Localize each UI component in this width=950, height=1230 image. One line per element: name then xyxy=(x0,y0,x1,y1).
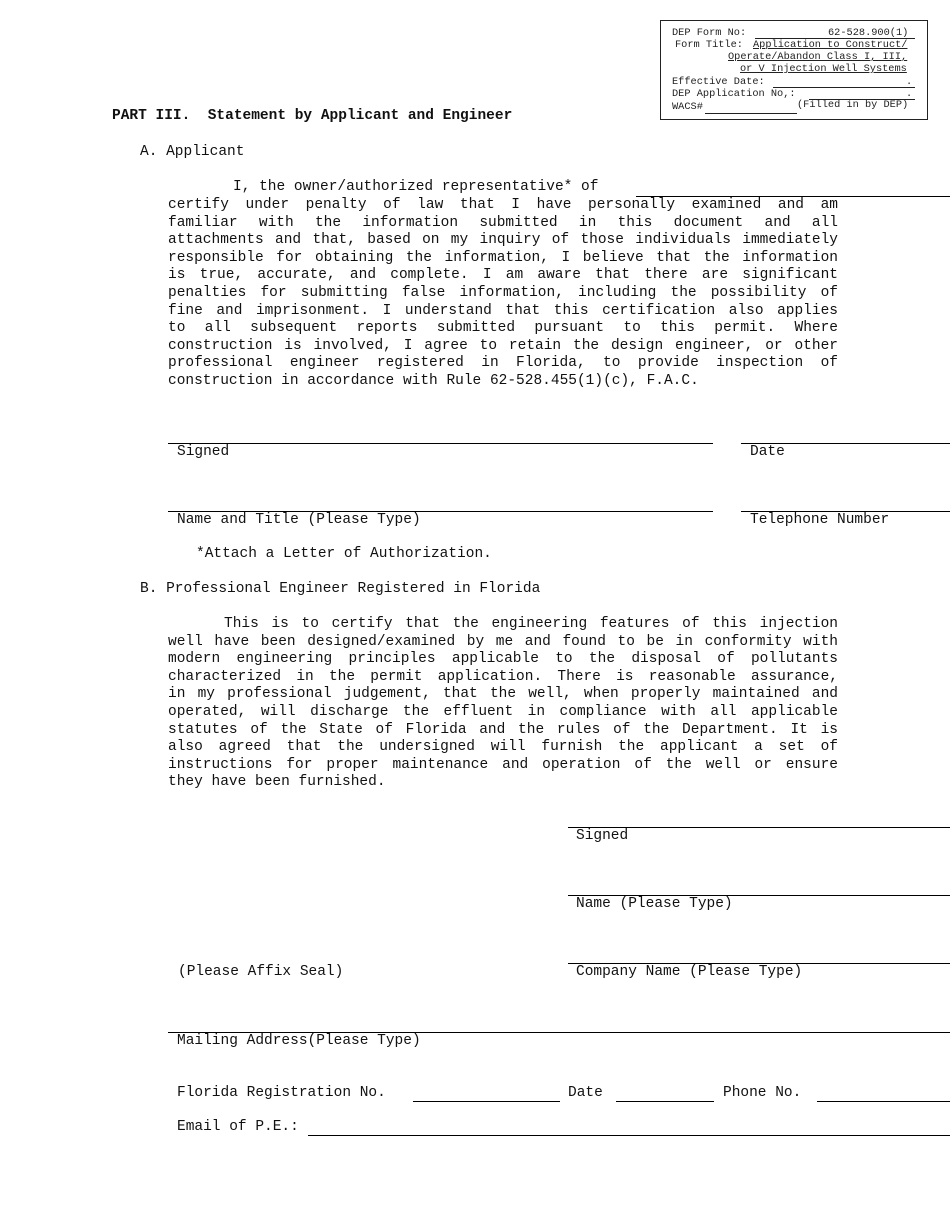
mailing-address-label: Mailing Address(Please Type) xyxy=(177,1033,421,1049)
applicant-signature-field[interactable] xyxy=(168,443,713,444)
email-label: Email of P.E.: xyxy=(177,1119,299,1135)
form-title-line-2: Operate/Abandon Class I, III, xyxy=(728,51,908,63)
phone-no-label: Phone No. xyxy=(723,1085,802,1101)
registration-date-field[interactable] xyxy=(616,1101,714,1102)
engineer-signed-label: Signed xyxy=(576,828,629,844)
registration-no-label: Florida Registration No. xyxy=(177,1085,386,1101)
paragraph-line: fine and imprisonment. I understand that this certification also applies xyxy=(168,302,838,319)
engineer-name-label: Name (Please Type) xyxy=(576,896,733,912)
paragraph-line: characterized in the permit application. There is reasonable assurance, xyxy=(168,668,838,685)
applicant-date-label: Date xyxy=(750,444,785,460)
email-field[interactable] xyxy=(308,1135,950,1136)
filled-by-dep-note: (Filled in by DEP) xyxy=(797,99,909,111)
form-title-line-1: Application to Construct/ xyxy=(753,39,908,51)
wacs-label: WACS# xyxy=(672,101,703,113)
paragraph-line: modern engineering principles applicable to the disposal of pollutants xyxy=(168,651,838,668)
registration-no-field[interactable] xyxy=(413,1101,560,1102)
applicant-signed-label: Signed xyxy=(177,444,230,460)
effective-date-dot: . xyxy=(906,76,913,88)
paragraph-line: professional engineer registered in Florida, to provide inspection of xyxy=(168,355,838,372)
paragraph-line: statutes of the State of Florida and the rules of the Department. It is xyxy=(168,721,838,738)
paragraph-line: construction is involved, I agree to retain the design engineer, or other xyxy=(168,337,838,354)
form-no-label: DEP Form No: xyxy=(672,27,747,39)
form-title-line-3: or V Injection Well Systems xyxy=(740,63,907,75)
paragraph-line: responsible for obtaining the information, I believe that the information xyxy=(168,249,838,266)
registration-date-label: Date xyxy=(568,1085,603,1101)
part-title: PART III. Statement by Applicant and Engineer xyxy=(112,108,513,124)
paragraph-line: This is to certify that the engineering features of this injection xyxy=(224,616,838,632)
phone-no-field[interactable] xyxy=(817,1101,950,1102)
effective-date-label: Effective Date: xyxy=(672,76,765,88)
dep-form-info-box xyxy=(660,20,928,120)
paragraph-line: penalties for submitting false information, including the possibility of xyxy=(168,284,838,301)
paragraph-line: in my professional judgement, that the well, when properly maintained and xyxy=(168,686,838,703)
form-title-label: Form Title: xyxy=(675,39,743,51)
paragraph-line: to all subsequent reports submitted pursuant to this permit. Where xyxy=(168,320,838,337)
application-no-label: DEP Application No,: xyxy=(672,88,796,100)
application-no-dot: . xyxy=(906,88,913,100)
applicant-intro: I, the owner/authorized representative* of xyxy=(233,179,599,195)
paragraph-line: attachments and that, based on my inquiry of those individuals immediately xyxy=(168,232,838,249)
affix-seal-label: (Please Affix Seal) xyxy=(178,964,344,980)
section-a-label: A. Applicant xyxy=(140,144,245,160)
applicant-certification-paragraph xyxy=(168,197,838,391)
paragraph-line: construction in accordance with Rule 62-528.455(1)(c), F.A.C. xyxy=(168,372,699,389)
engineer-certification-paragraph xyxy=(168,616,838,792)
paragraph-line: instructions for proper maintenance and operation of the well or ensure xyxy=(168,756,838,773)
engineer-company-label: Company Name (Please Type) xyxy=(576,964,803,980)
paragraph-line: well have been designed/examined by me and found to be in conformity with xyxy=(168,633,838,650)
paragraph-line: is true, accurate, and complete. I am aware that there are significant xyxy=(168,267,838,284)
paragraph-line: they have been furnished. xyxy=(168,774,386,791)
section-b-label: B. Professional Engineer Registered in Florida xyxy=(140,581,541,597)
applicant-name-title-label: Name and Title (Please Type) xyxy=(177,512,421,528)
paragraph-line: certify under penalty of law that I have personally examined and am xyxy=(168,197,838,213)
applicant-telephone-label: Telephone Number xyxy=(750,512,890,528)
wacs-underline xyxy=(705,113,797,114)
paragraph-line: operated, will discharge the effluent in compliance with all applicable xyxy=(168,703,838,720)
paragraph-line: also agreed that the undersigned will furnish the applicant a set of xyxy=(168,739,838,756)
form-no-value: 62-528.900(1) xyxy=(828,27,909,39)
attach-letter-note: *Attach a Letter of Authorization. xyxy=(196,546,492,562)
paragraph-line: familiar with the information submitted in this document and all xyxy=(168,214,838,231)
